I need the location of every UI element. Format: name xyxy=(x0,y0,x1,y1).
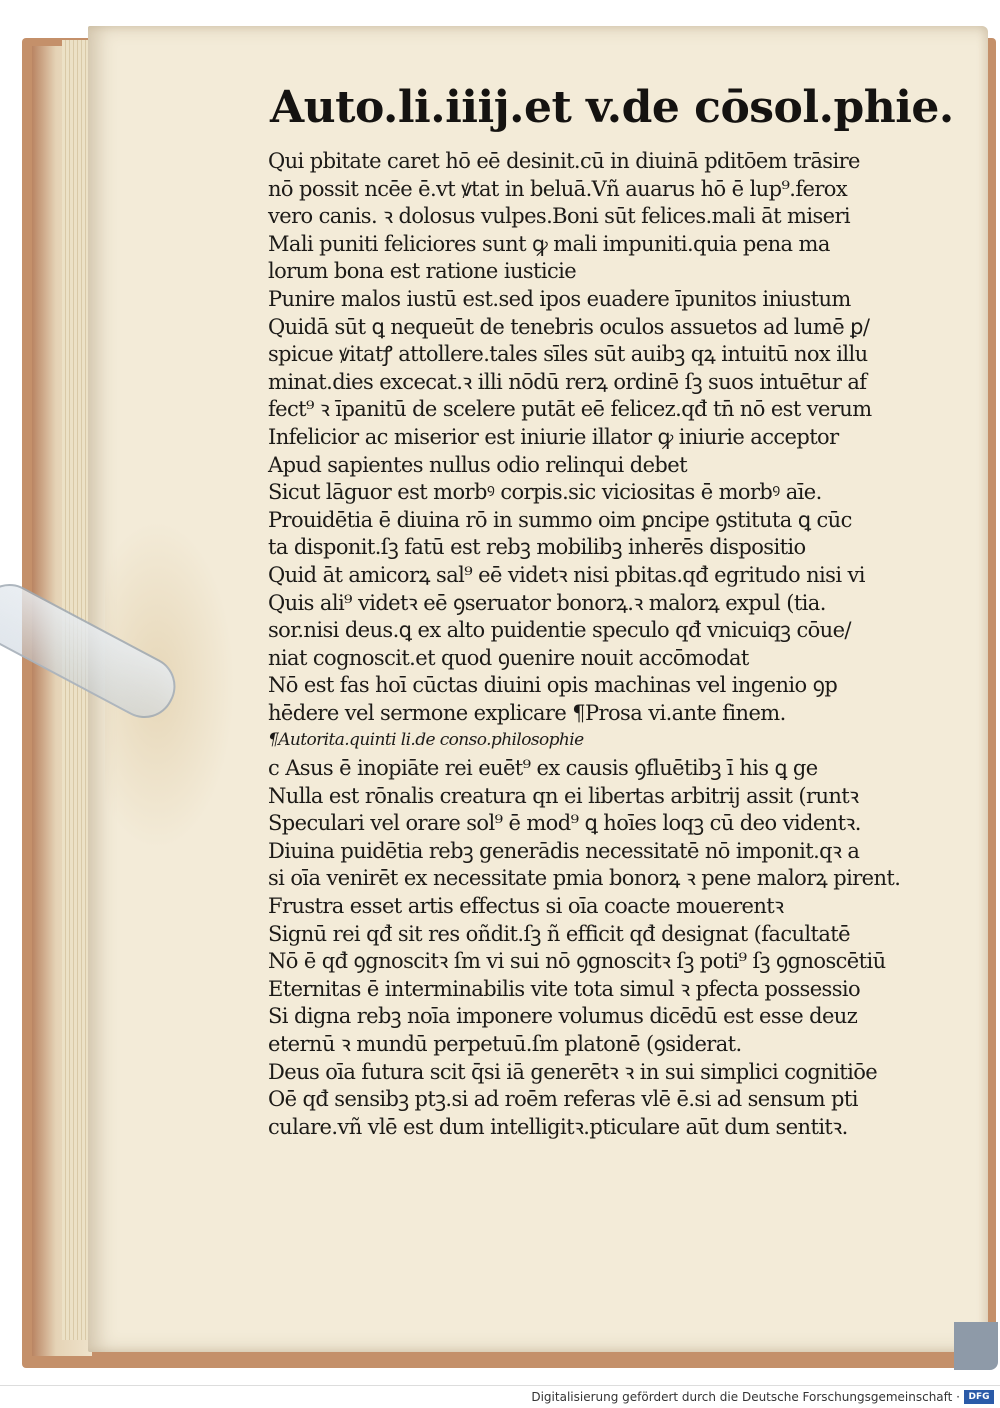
text-line: Quis ali⁹ videtꝛ eē ꝯseruator bonorꝝ.ꝛ malorꝝ expul (tia. xyxy=(268,590,826,615)
text-line: ta disponit.ſꝫ fatū est rebꝫ mobilibꝫ inherēs dispositio xyxy=(268,535,806,560)
text-line: Speculari vel orare sol⁹ ē mod⁹ ꝗ hoīes loqꝫ cū deo videntꝛ. xyxy=(268,811,861,836)
text-line: c Asus ē inopiāte rei euēt⁹ ex causis ꝯfluētibꝫ ī his ꝗ ge xyxy=(268,756,818,781)
text-line: fect⁹ ꝛ īpanitū de scelere putāt eē felicez.qđ tn̄ nō est verum xyxy=(268,397,872,422)
text-line: Apud sapientes nullus odio relinqui debet xyxy=(268,452,687,477)
text-line: sor.nisi deus.ꝗ ex alto puidentie speculo qđ vnicuiqꝫ cōue/ xyxy=(268,618,851,643)
text-line: Punire malos iustū est.sed ipos euadere īpunitos iniustum xyxy=(268,286,851,311)
text-line: Qui pbitate caret hō eē desinit.cū in diuinā pditōem trāsire xyxy=(268,149,860,173)
text-block xyxy=(268,148,901,1141)
text-line: culare.vñ vlē est dum intelligitꝛ.pticulare aūt dum sentitꝛ. xyxy=(268,1114,848,1139)
text-line: Eternitas ē interminabilis vite tota simul ꝛ pfecta possessio xyxy=(268,976,861,1001)
text-line: lorum bona est ratione iusticie xyxy=(268,259,577,284)
footer-bar xyxy=(0,1385,1000,1408)
text-line: minat.dies excecat.ꝛ illi nōdū rerꝝ ordinē ſꝫ suos intuētur af xyxy=(268,369,867,394)
text-line: vero canis. ꝛ dolosus vulpes.Boni sūt felices.mali āt miseri xyxy=(268,204,851,229)
page-heading: Auto.li.iiij.et v.de cōsol.phie. xyxy=(270,82,954,133)
text-line: Diuina puidētia rebꝫ generādis necessitatē nō imponit.qꝛ a xyxy=(268,838,860,863)
text-line: Quidā sūt ꝗ nequeūt de tenebris oculos assuetos ad lumē ꝑ/ xyxy=(268,314,870,339)
text-line: Mali puniti feliciores sunt ꝙ mali impuniti.quia pena ma xyxy=(268,231,830,256)
text-line: Quid āt amicorꝝ sal⁹ eē videtꝛ nisi pbitas.qđ egritudo nisi vi xyxy=(268,562,865,587)
text-line: Sicut lāguor est morbꝰ corpis.sic viciositas ē morbꝰ aīe. xyxy=(268,480,822,505)
text-line: Nō ē qđ ꝯgnoscitꝛ ſm vi sui nō ꝯgnoscitꝛ ſꝫ poti⁹ ſꝫ ꝯgnoscētiū xyxy=(268,949,886,974)
text-line: Prouidētia ē diuina rō in summo oim ꝑncipe ꝯstituta ꝗ cūc xyxy=(268,507,852,532)
footer-credit: Digitalisierung gefördert durch die Deutsche Forschungsgemeinschaft · xyxy=(531,1390,960,1404)
dfg-logo-icon: DFG xyxy=(964,1390,994,1404)
text-line: Frustra esset artis effectus si oīa coacte mouerentꝛ xyxy=(268,894,784,919)
text-line: hēdere vel sermone explicare ¶Prosa vi.ante finem. xyxy=(268,700,786,725)
text-line: Signū rei qđ sit res oñdit.ſꝫ ñ efficit qđ designat (facultatē xyxy=(268,921,850,946)
text-line: Oē qđ sensibꝫ ptꝫ.si ad roēm referas vlē ē.si ad sensum pti xyxy=(268,1087,858,1112)
text-line: si oīa venirēt ex necessitate pmia bonorꝝ ꝛ pene malorꝝ pirent. xyxy=(268,866,901,891)
text-line: Si digna rebꝫ noīa imponere volumus dicēdū est esse deuz xyxy=(268,1004,858,1029)
text-line: Nō est fas hoī cūctas diuini opis machinas vel ingenio ꝯp xyxy=(268,673,838,698)
text-line: Deus oīa futura scit q̄si iā generētꝛ ꝛ in sui simplici cognitiōe xyxy=(268,1059,878,1084)
text-line: ¶Autorita.quinti li.de conso.philosophie xyxy=(268,730,584,751)
text-line: niat cognoscit.et quod ꝯuenire nouit accōmodat xyxy=(268,645,749,670)
text-line: eternū ꝛ mundū perpetuū.ſm platonē (ꝯsiderat. xyxy=(268,1032,742,1056)
spine-corner xyxy=(954,1322,998,1370)
text-line: spicue ꝟitatꝭ attollere.tales sīles sūt auibꝫ qꝝ intuitū nox illu xyxy=(268,342,868,367)
text-line: Nulla est rōnalis creatura qn ei libertas arbitrij assit (runtꝛ xyxy=(268,783,859,808)
text-line: Infelicior ac miserior est iniurie illator ꝙ iniurie acceptor xyxy=(268,424,839,449)
text-line: nō possit ncēe ē.vt ꝟtat in beluā.Vñ auarus hō ē lup⁹.ferox xyxy=(268,176,848,201)
